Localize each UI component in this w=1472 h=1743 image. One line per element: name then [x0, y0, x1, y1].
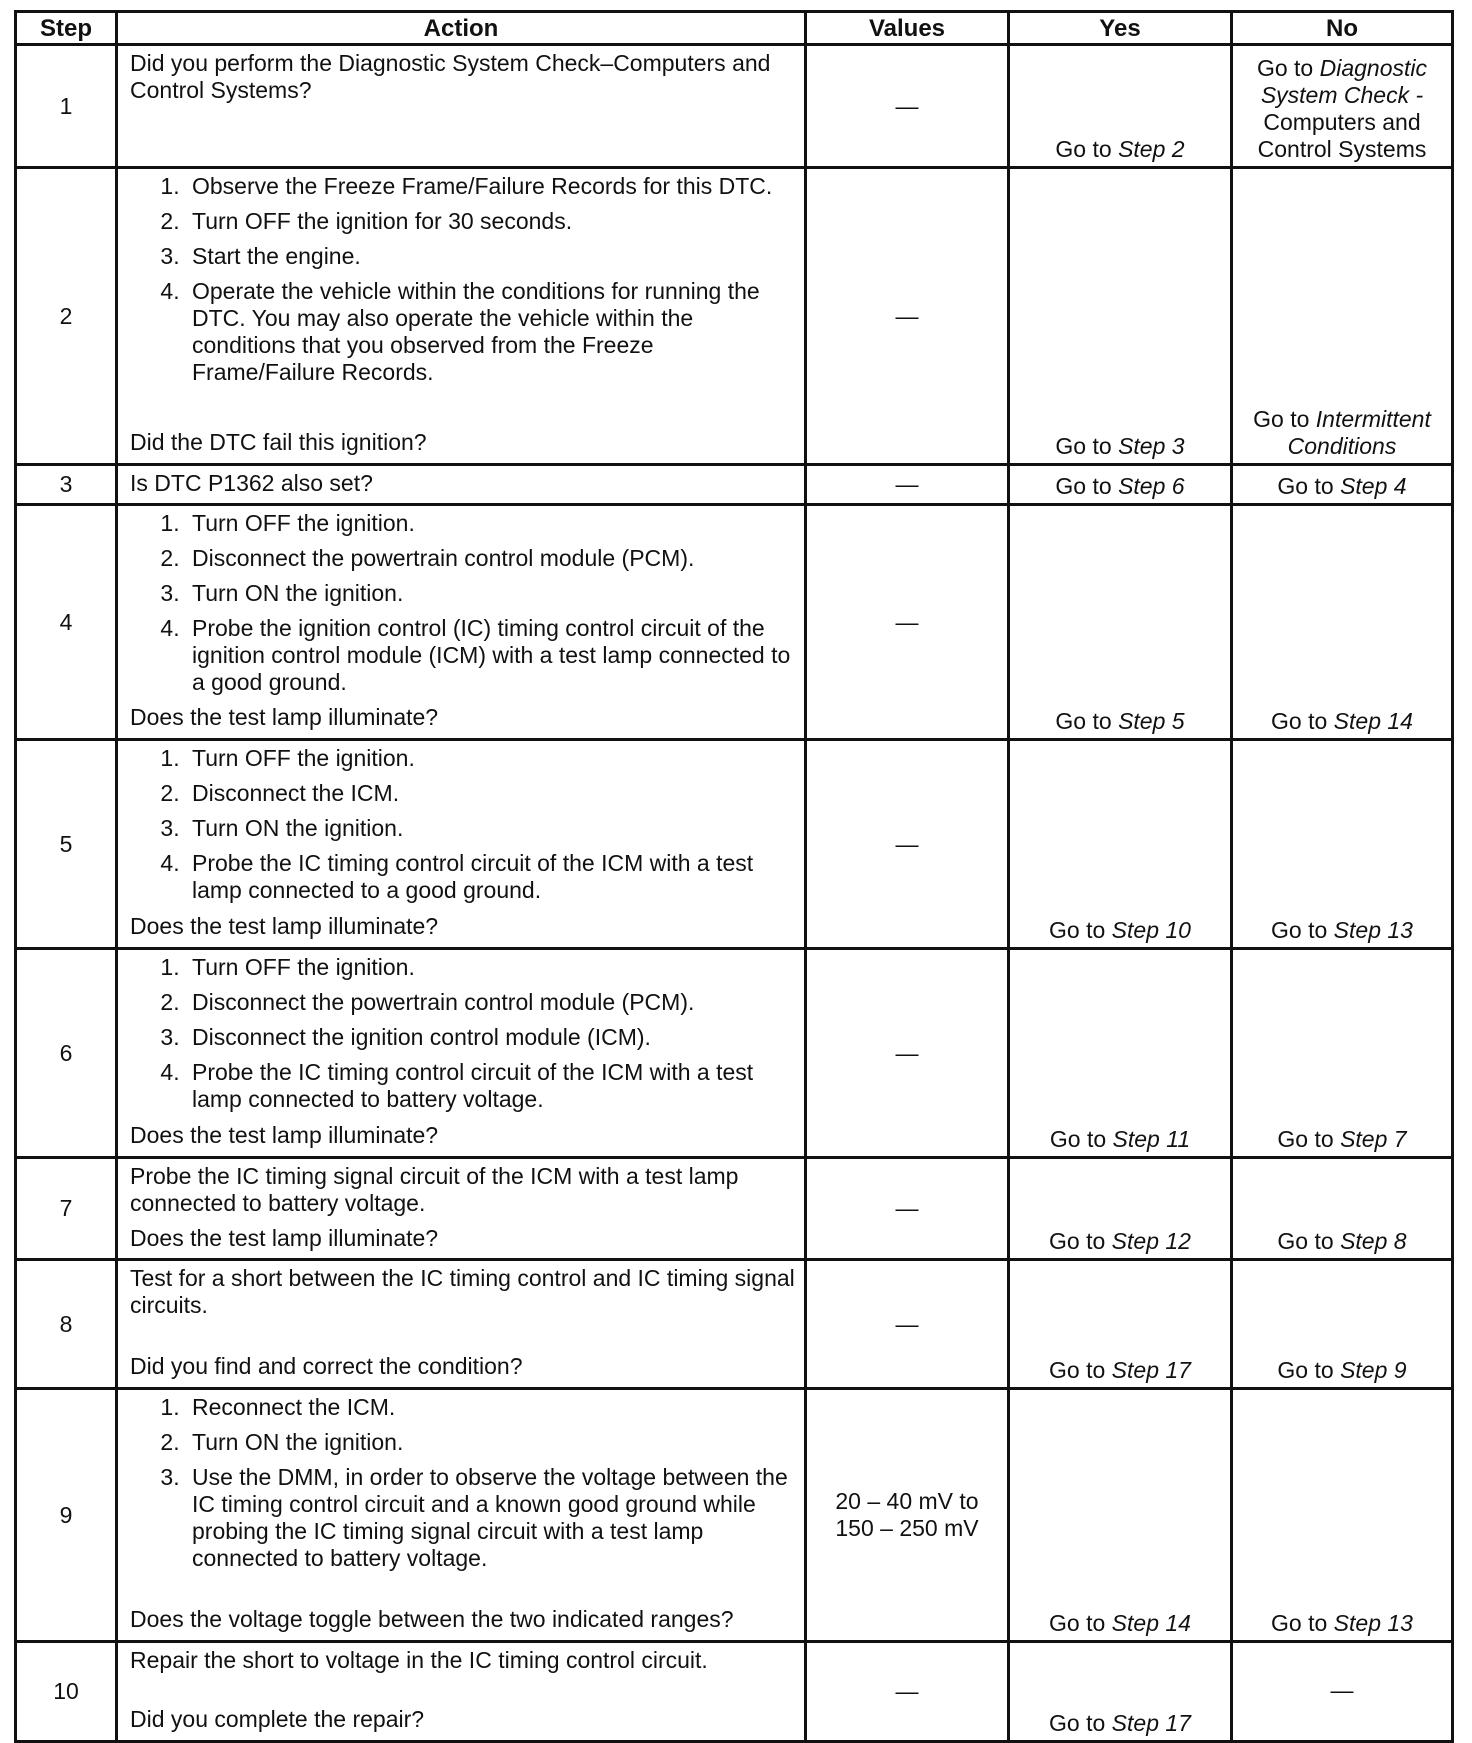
table-row: [16, 949, 1453, 1158]
value-text: 20 – 40 mV to 150 – 250 mV: [835, 1488, 979, 1541]
no-step-link[interactable]: Intermittent Conditions: [1287, 406, 1431, 459]
no-target-suffix[interactable]: Computers and Control Systems: [1257, 109, 1427, 162]
values-cell: [806, 1158, 1009, 1260]
substep-item: 1. Turn OFF the ignition.: [186, 745, 798, 772]
yes-cell: [1009, 1158, 1232, 1260]
step-number: 4: [16, 505, 117, 740]
yes-step-link[interactable]: Step 2: [1118, 136, 1185, 162]
yes-cell: [1009, 465, 1232, 505]
no-step-link[interactable]: Step 13: [1333, 917, 1413, 943]
yes-step-link[interactable]: Step 6: [1118, 473, 1185, 499]
no-cell: [1232, 465, 1453, 505]
substep-item: 4. Probe the ignition control (IC) timing control circuit of the ignition control module (ICM) with a test lamp connected to a good ground.: [186, 615, 798, 696]
yes-prefix: Go to: [1049, 917, 1112, 943]
header-values: Values: [806, 12, 1009, 45]
header-action: Action: [117, 12, 806, 45]
yes-cell: [1009, 740, 1232, 949]
no-step-link[interactable]: Step 7: [1340, 1126, 1407, 1152]
value-text: —: [895, 1678, 919, 1704]
substep-item: 2. Disconnect the powertrain control module (PCM).: [186, 989, 798, 1016]
header-no: No: [1232, 12, 1453, 45]
no-step-link[interactable]: Step 13: [1333, 1610, 1413, 1636]
values-cell: [806, 740, 1009, 949]
action-cell: [117, 949, 806, 1158]
step-number: 2: [16, 168, 117, 465]
value-text: —: [895, 302, 919, 329]
values-cell: [806, 45, 1009, 168]
substep-item: 2. Disconnect the ICM.: [186, 780, 798, 807]
no-cell: [1232, 949, 1453, 1158]
no-prefix: Go to: [1271, 708, 1334, 734]
header-yes: Yes: [1009, 12, 1232, 45]
action-cell: [117, 465, 806, 505]
yes-step-link[interactable]: Step 17: [1111, 1710, 1191, 1736]
substep-item: 1. Observe the Freeze Frame/Failure Records for this DTC.: [186, 173, 798, 200]
action-instruction: Test for a short between the IC timing control and IC timing signal circuits.: [130, 1265, 795, 1318]
step-number: 1: [16, 45, 117, 168]
substep-item: 4. Probe the IC timing control circuit of the ICM with a test lamp connected to a good ground.: [186, 850, 798, 904]
yes-prefix: Go to: [1049, 1357, 1112, 1383]
action-cell: [117, 740, 806, 949]
table-row: [16, 1642, 1453, 1742]
action-instruction: Probe the IC timing signal circuit of the ICM with a test lamp connected to battery voltage.: [130, 1163, 739, 1216]
value-text: —: [895, 1195, 919, 1221]
diagnostic-table: [14, 10, 1454, 1743]
substep-item: 1. Turn OFF the ignition.: [186, 510, 798, 537]
step-number: 5: [16, 740, 117, 949]
substep-item: 4. Operate the vehicle within the conditions for running the DTC. You may also operate the vehicle within the conditions that you observed from the Freeze Frame/Failure Records.: [186, 278, 798, 386]
no-step-link[interactable]: Step 8: [1340, 1228, 1407, 1254]
no-prefix: Go to: [1277, 473, 1341, 499]
substep-item: 2. Turn OFF the ignition for 30 seconds.: [186, 208, 798, 235]
substep-item: 3. Start the engine.: [186, 243, 798, 270]
header-row: [16, 12, 1453, 45]
table-row: [16, 465, 1453, 505]
value-text: —: [895, 92, 919, 119]
yes-prefix: Go to: [1055, 473, 1119, 499]
no-value-dash: —: [1330, 1676, 1354, 1703]
no-cell: [1232, 1260, 1453, 1389]
action-question: Did you perform the Diagnostic System Check–Computers and Control Systems?: [130, 50, 771, 103]
no-prefix: Go to: [1277, 1228, 1341, 1254]
substep-item: 3. Use the DMM, in order to observe the voltage between the IC timing control circuit and a known good ground while probing the IC timing signal circuit with a test lamp connected to battery voltage.: [186, 1464, 798, 1572]
substep-list: [130, 510, 798, 696]
yes-step-link[interactable]: Step 10: [1111, 917, 1191, 943]
yes-prefix: Go to: [1055, 708, 1119, 734]
no-step-link[interactable]: Step 9: [1340, 1357, 1407, 1383]
values-cell: [806, 1260, 1009, 1389]
table-row: [16, 505, 1453, 740]
action-cell: [117, 1158, 806, 1260]
substep-list: [130, 1394, 798, 1572]
yes-cell: [1009, 168, 1232, 465]
no-cell: [1232, 1642, 1453, 1742]
yes-step-link[interactable]: Step 14: [1111, 1610, 1191, 1636]
yes-prefix: Go to: [1049, 1710, 1112, 1736]
value-text: —: [895, 471, 919, 497]
header-step: Step: [16, 12, 117, 45]
yes-prefix: Go to: [1055, 136, 1119, 162]
no-cell: [1232, 740, 1453, 949]
action-question: Did you find and correct the condition?: [130, 1353, 523, 1379]
action-question: Does the test lamp illuminate?: [130, 913, 439, 939]
action-cell: [117, 1260, 806, 1389]
no-step-link[interactable]: Step 14: [1333, 708, 1413, 734]
step-number: 7: [16, 1158, 117, 1260]
yes-prefix: Go to: [1049, 1610, 1112, 1636]
action-cell: [117, 1389, 806, 1642]
action-cell: [117, 505, 806, 740]
action-question: Did the DTC fail this ignition?: [130, 429, 427, 455]
yes-cell: [1009, 505, 1232, 740]
action-question: Does the test lamp illuminate?: [130, 1225, 439, 1251]
yes-cell: [1009, 1642, 1232, 1742]
table-row: [16, 45, 1453, 168]
yes-prefix: Go to: [1049, 1228, 1112, 1254]
yes-step-link[interactable]: Step 3: [1118, 433, 1185, 459]
values-cell: [806, 168, 1009, 465]
yes-prefix: Go to: [1049, 1126, 1113, 1152]
values-cell: [806, 1642, 1009, 1742]
yes-step-link[interactable]: Step 17: [1111, 1357, 1191, 1383]
substep-item: 3. Turn ON the ignition.: [186, 815, 798, 842]
yes-cell: [1009, 949, 1232, 1158]
table-row: [16, 168, 1453, 465]
yes-prefix: Go to: [1055, 433, 1119, 459]
substep-item: 3. Turn ON the ignition.: [186, 580, 798, 607]
action-question: Did you complete the repair?: [130, 1706, 425, 1732]
no-cell: [1232, 505, 1453, 740]
substep-item: 2. Turn ON the ignition.: [186, 1429, 798, 1456]
values-cell: [806, 1389, 1009, 1642]
substep-item: 4. Probe the IC timing control circuit of the ICM with a test lamp connected to battery voltage.: [186, 1059, 798, 1113]
table-row: [16, 1158, 1453, 1260]
yes-step-link[interactable]: Step 11: [1112, 1126, 1191, 1152]
values-cell: [806, 465, 1009, 505]
substep-list: [130, 954, 798, 1113]
no-cell: [1232, 45, 1453, 168]
substep-item: 1. Turn OFF the ignition.: [186, 954, 798, 981]
values-cell: [806, 505, 1009, 740]
action-question: Does the test lamp illuminate?: [130, 704, 439, 730]
no-step-link[interactable]: Diagnostic System Check -: [1260, 55, 1428, 108]
step-number: 6: [16, 949, 117, 1158]
no-step-link[interactable]: Step 4: [1340, 473, 1407, 499]
yes-cell: [1009, 1260, 1232, 1389]
value-text: —: [895, 608, 919, 635]
substep-item: 2. Disconnect the powertrain control module (PCM).: [186, 545, 798, 572]
substep-item: 1. Reconnect the ICM.: [186, 1394, 798, 1421]
table-row: [16, 740, 1453, 949]
yes-step-link[interactable]: Step 12: [1111, 1228, 1191, 1254]
value-text: —: [895, 830, 919, 857]
no-cell: [1232, 1389, 1453, 1642]
action-cell: [117, 1642, 806, 1742]
substep-item: 3. Disconnect the ignition control module (ICM).: [186, 1024, 798, 1051]
yes-cell: [1009, 45, 1232, 168]
table-row: [16, 1260, 1453, 1389]
no-prefix: Go to: [1271, 917, 1334, 943]
substep-list: [130, 173, 798, 386]
step-number: 3: [16, 465, 117, 505]
no-cell: [1232, 1158, 1453, 1260]
table-body: [16, 45, 1453, 1742]
action-question: Is DTC P1362 also set?: [130, 470, 373, 496]
action-question: Does the test lamp illuminate?: [130, 1122, 439, 1148]
no-prefix: Go to: [1253, 406, 1316, 432]
action-cell: [117, 45, 806, 168]
value-text: —: [895, 1039, 919, 1066]
no-prefix: Go to: [1277, 1126, 1341, 1152]
no-prefix: Go to: [1256, 55, 1320, 81]
no-prefix: Go to: [1271, 1610, 1334, 1636]
values-cell: [806, 949, 1009, 1158]
action-instruction: Repair the short to voltage in the IC timing control circuit.: [130, 1647, 708, 1673]
step-number: 10: [16, 1642, 117, 1742]
no-prefix: Go to: [1277, 1357, 1341, 1383]
table-row: [16, 1389, 1453, 1642]
action-question: Does the voltage toggle between the two indicated ranges?: [130, 1606, 734, 1632]
yes-cell: [1009, 1389, 1232, 1642]
no-cell: [1232, 168, 1453, 465]
step-number: 8: [16, 1260, 117, 1389]
action-cell: [117, 168, 806, 465]
step-number: 9: [16, 1389, 117, 1642]
value-text: —: [895, 1310, 919, 1337]
yes-step-link[interactable]: Step 5: [1118, 708, 1185, 734]
substep-list: [130, 745, 798, 904]
